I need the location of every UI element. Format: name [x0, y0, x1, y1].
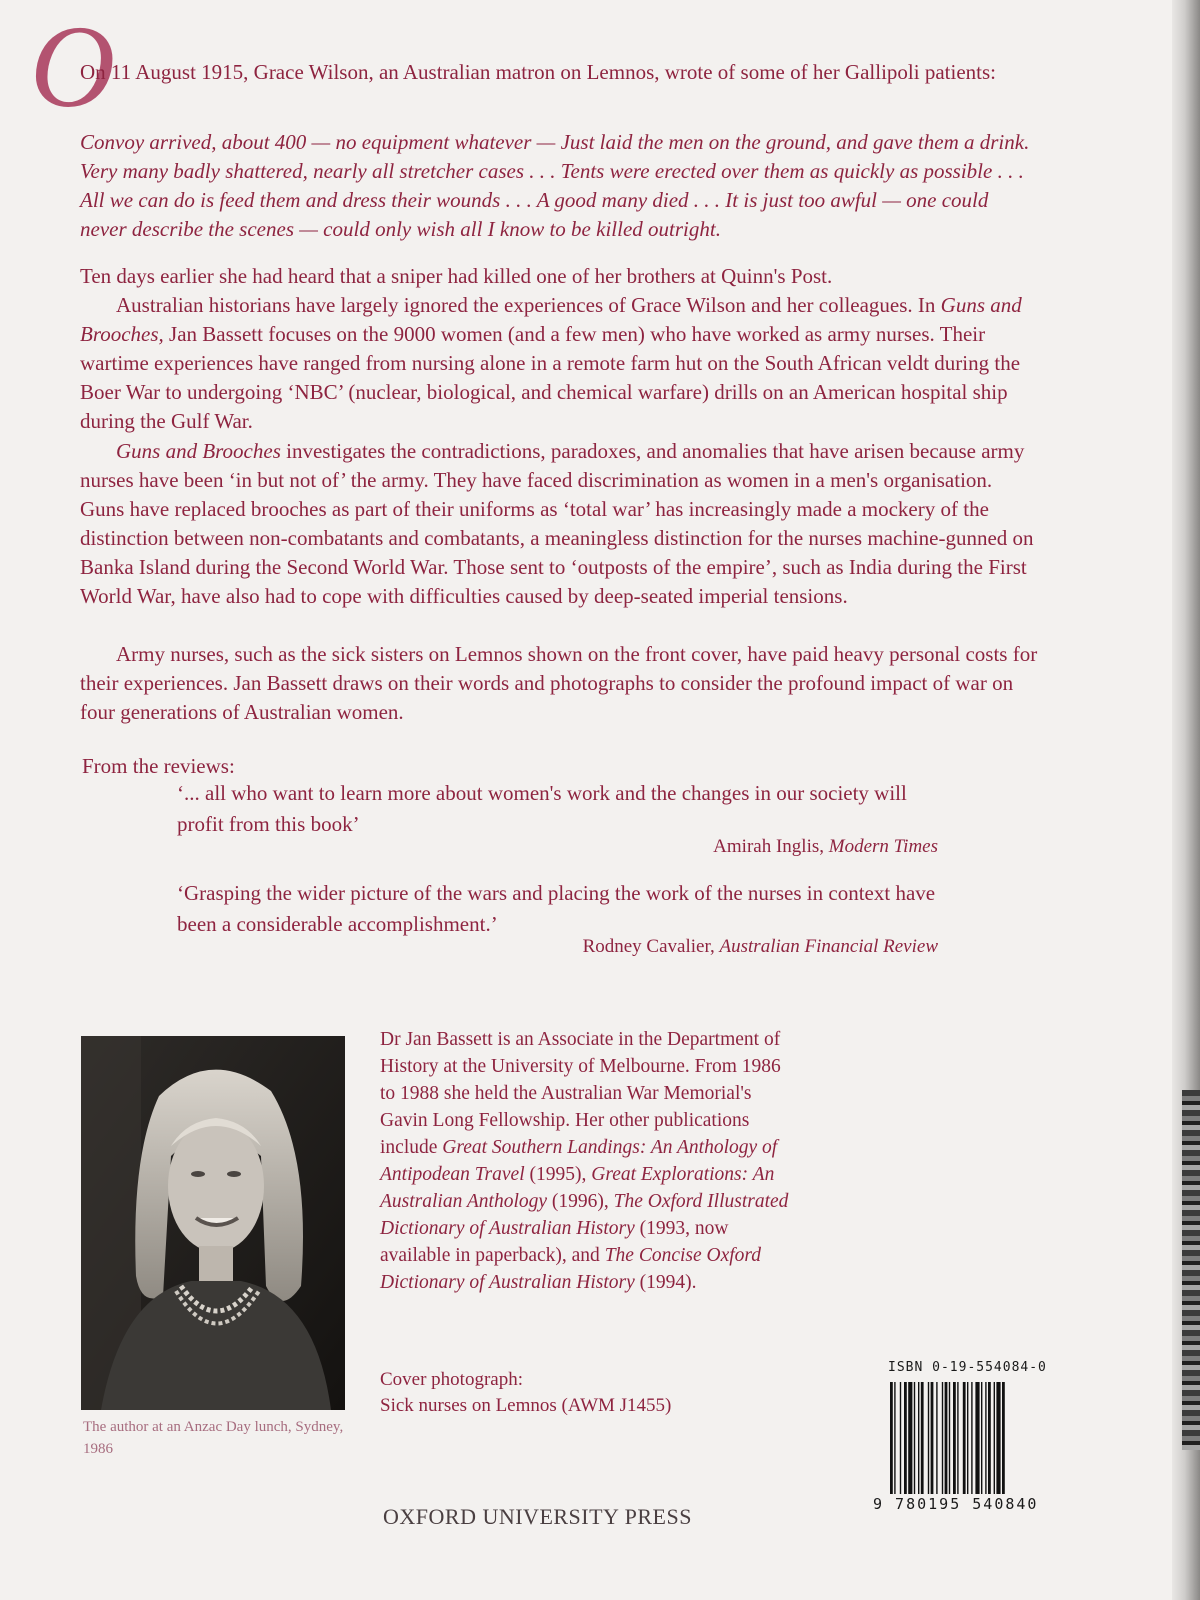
reviews-heading: From the reviews:: [82, 754, 235, 778]
barcode-bar: [945, 1382, 948, 1494]
reviewer-name: Rodney Cavalier,: [582, 936, 720, 957]
book-title: Guns and Brooches,: [80, 293, 1022, 346]
barcode-bar: [894, 1382, 895, 1494]
review-quote: ‘Grasping the wider picture of the wars and placing the work of the nurses in context have been a considerable accomplishment.’: [177, 881, 936, 936]
barcode-bar: [931, 1382, 934, 1494]
barcode-digits: 9 780195 540840: [873, 1495, 1039, 1513]
cover-credit-text: Sick nurses on Lemnos (AWM J1455): [380, 1395, 672, 1416]
paragraph-text: Jan Bassett focuses on the 9000 women (and a few men) who have worked as army nurses. Their wartime experiences have ranged from nursing alone in a remote farm hut on the South African veldt during the Boer War to undergoing ‘NBC’ (nuclear, biological, and chemical warfare) drills on an American hospital ship during the Gulf War.: [80, 322, 1021, 433]
book-title: Great Explorations: An Australian Anthology: [380, 1164, 775, 1212]
barcode-bar: [957, 1382, 958, 1494]
front-cover-edge: [1182, 1090, 1200, 1450]
review-source: [583, 936, 938, 958]
bio-text: (1993, now available in paperback), and: [380, 1218, 729, 1266]
barcode-bar: [971, 1382, 972, 1494]
barcode-bar: [988, 1382, 991, 1494]
paragraph-historians: [80, 291, 1040, 436]
book-title: The Oxford Illustrated Dictionary of Australian History: [380, 1191, 789, 1239]
barcode-bar: [975, 1382, 979, 1494]
paragraph-costs: Army nurses, such as the sick sisters on Lemnos shown on the front cover, have paid heavy personal costs for their experiences. Jan Bassett draws on their words and photographs to consider the profound impact of war on four generations of Australian women.: [80, 642, 1038, 724]
bio-text: (1996),: [547, 1191, 614, 1212]
author-bio: [380, 1026, 800, 1296]
barcode-bar: [996, 1382, 1000, 1494]
review-source: [713, 836, 938, 858]
reviewer-name: Amirah Inglis,: [713, 836, 829, 857]
barcode-bar: [918, 1382, 919, 1494]
barcode-bar: [914, 1382, 915, 1494]
barcode-bar: [890, 1382, 893, 1494]
book-title: Guns and Brooches: [116, 439, 281, 463]
barcode-bar: [1002, 1382, 1005, 1494]
barcode-bar: [963, 1382, 966, 1494]
review-quote: ‘... all who want to learn more about women's work and the changes in our society will profit from this book’: [177, 781, 907, 836]
book-title: Great Southern Landings: An Anthology of Antipodean Travel: [380, 1137, 778, 1185]
isbn-label: ISBN 0-19-554084-0: [888, 1360, 1047, 1375]
barcode-bar: [985, 1382, 986, 1494]
barcode-bar: [994, 1382, 995, 1494]
review-publication: Modern Times: [828, 836, 938, 857]
opening-paragraph: On 11 August 1915, Grace Wilson, an Australian matron on Lemnos, wrote of some of her Gallipoli patients:: [80, 60, 996, 84]
barcode: [888, 1382, 1048, 1494]
bio-text: (1994).: [634, 1272, 697, 1293]
barcode-bar: [900, 1382, 901, 1494]
diary-quote: Convoy arrived, about 400 — no equipment whatever — Just laid the men on the ground, and gave them a drink. Very many badly shattered, nearly all stretcher cases . . . Tents were erected over them as quickly as possible . . . All we can do is feed them and dress their wounds . . . A good many died . . . It is just too awful — one could never describe the scenes — could only wish all I know to be killed outright.: [80, 130, 1030, 241]
barcode-bar: [904, 1382, 907, 1494]
barcode-bar: [967, 1382, 968, 1494]
drop-cap: O: [30, 1, 116, 132]
barcode-bar: [953, 1382, 956, 1494]
paragraph-contradictions: [80, 437, 1040, 611]
barcode-bar: [936, 1382, 937, 1494]
cover-credit-label: Cover photograph:: [380, 1369, 524, 1390]
bio-text: Dr Jan Bassett is an Associate in the Department of History at the University of Melbourne. From 1986 to 1988 she held the Australian War Memorial's Gavin Long Fellowship. Her other publications include: [380, 1029, 781, 1158]
paragraph-text: investigates the contradictions, paradoxes, and anomalies that have arisen because army nurses have been ‘in but not of’ the army. They have faced discrimination as women in a men's organisation. Guns have replaced brooches as part of their uniforms as ‘total war’ has increasingly made a mockery of the distinction between non-combatants and combatants, a meaningless distinction for the nurses machine-gunned on Banka Island during the Second World War. Those sent to ‘outposts of the empire’, such as India during the First World War, have also had to cope with difficulties caused by deep-seated imperial tensions.: [80, 439, 1034, 608]
bio-text: (1995),: [524, 1164, 592, 1185]
barcode-bar: [981, 1382, 982, 1494]
barcode-bar: [908, 1382, 912, 1494]
cover-credit: [380, 1367, 671, 1419]
barcode-bar: [949, 1382, 950, 1494]
barcode-bar: [921, 1382, 924, 1494]
publisher-name: OXFORD UNIVERSITY PRESS: [383, 1504, 692, 1529]
book-title: The Concise Oxford Dictionary of Australian History: [380, 1245, 762, 1293]
barcode-bar: [928, 1382, 929, 1494]
author-portrait-image: [81, 1036, 345, 1410]
photo-caption: The author at an Anzac Day lunch, Sydney, 1986: [83, 1419, 344, 1457]
review-publication: Australian Financial Review: [719, 936, 938, 957]
paragraph-sniper: Ten days earlier she had heard that a sniper had killed one of her brothers at Quinn's Post.: [80, 264, 833, 288]
author-photo: [81, 1036, 345, 1410]
barcode-bar: [942, 1382, 943, 1494]
paragraph-text: Australian historians have largely ignored the experiences of Grace Wilson and her colleagues. In: [116, 293, 941, 317]
